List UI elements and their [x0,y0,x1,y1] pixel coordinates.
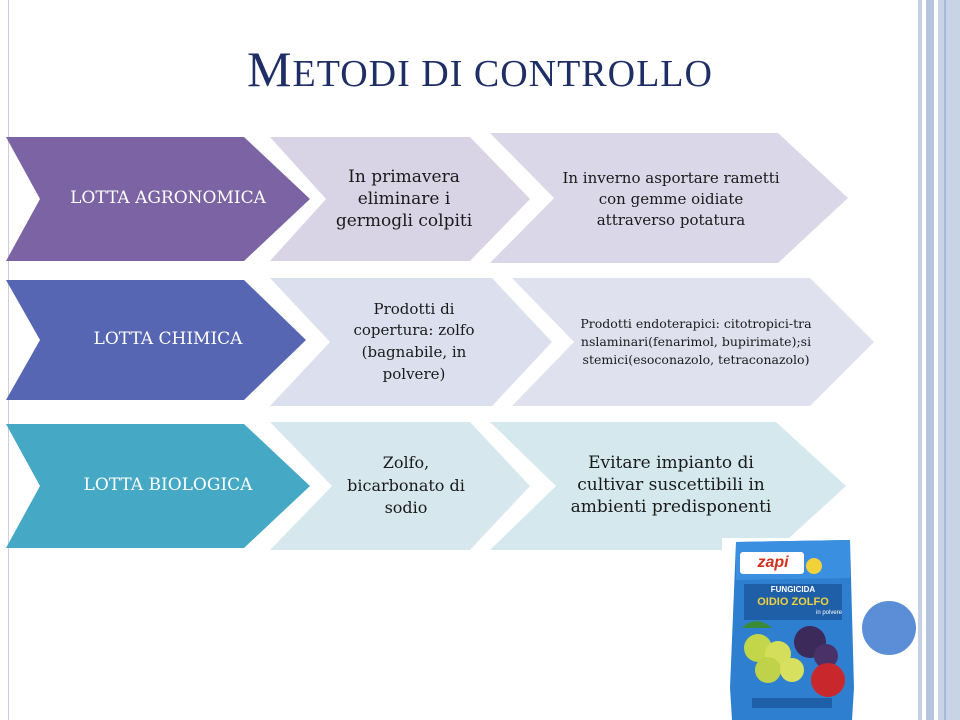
row2-label: LOTTA CHIMICA [93,329,243,350]
title-rest: ETODI DI CONTROLLO [292,53,713,95]
title-initial: M [247,41,293,97]
row3-label: LOTTA BIOLOGICA [83,475,253,496]
decorative-circle [862,601,916,655]
row1-step2: In primavera eliminare i germogli colpiti [335,166,473,232]
product-image [722,538,862,720]
product-line2: OIDIO ZOLFO [757,596,829,608]
row2-step2: Prodotti di copertura: zolfo (bagnabile, in polvere) [353,299,475,383]
row2-step3: Prodotti endoterapici: citotropici-translaminari(fenarimol, bupirimate);sistemici(esoconazolo, tetraconazolo) [580,315,812,368]
product-line1: FUNGICIDA [770,585,816,594]
row3-step3: Evitare impianto di cultivar suscettibili in ambienti predisponenti [570,452,772,518]
row1-label: LOTTA AGRONOMICA [70,188,266,209]
row1-step3: In inverno asportare rametti con gemme oidiate attraverso potatura [562,168,780,229]
product-brand: zapi [757,554,789,571]
product-tag: in polvere [815,610,842,616]
row3-step2: Zolfo, bicarbonato di sodio [347,453,465,518]
